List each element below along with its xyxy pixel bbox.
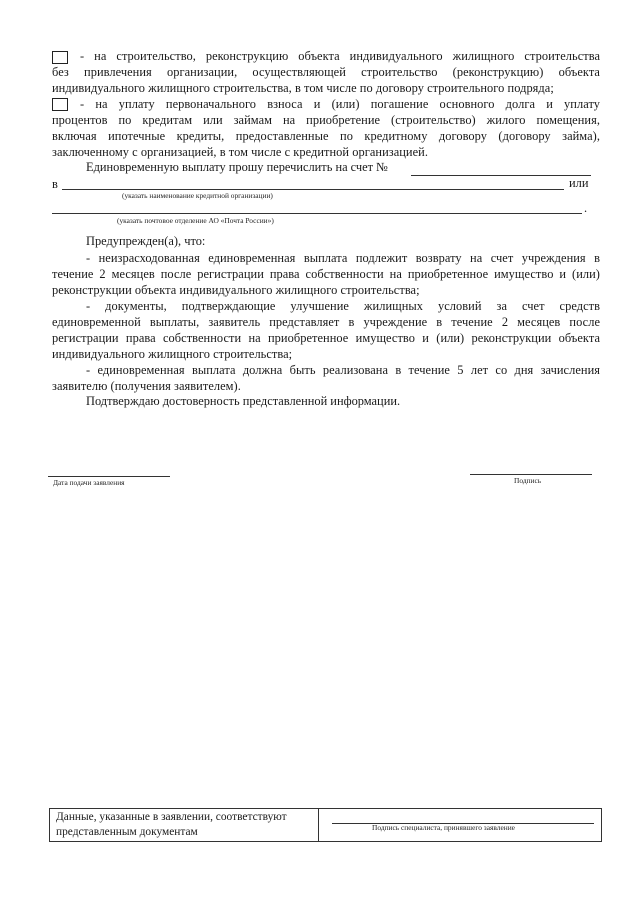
warning-line-3: реконструкции объекта индивидуального жилищного строительства; xyxy=(52,283,420,297)
warning-line-6: регистрации права собственности на приобретенное имущество и (или) реконструкции объекта xyxy=(52,331,600,345)
bank-name-field[interactable] xyxy=(62,189,564,190)
date-caption: Дата подачи заявления xyxy=(53,478,125,487)
option-construction-checkbox[interactable] xyxy=(52,51,68,64)
warning-line-1: - неизрасходованная единовременная выплата подлежит возврату на счет учреждения в xyxy=(86,251,600,265)
option-mortgage-line-1: - на уплату первоначального взноса и (или) погашение основного долга и уплату xyxy=(80,97,600,111)
warning-line-2: течение 2 месяцев после регистрации права собственности на приобретенное имущество и (или) xyxy=(52,267,600,281)
bank-suffix-or: или xyxy=(569,176,589,190)
warning-line-7: индивидуального жилищного строительства; xyxy=(52,347,293,361)
warning-line-8: - единовременная выплата должна быть реализована в течение 5 лет со дня зачисления xyxy=(86,363,600,377)
account-number-field[interactable] xyxy=(411,175,591,176)
verification-statement-cell xyxy=(50,809,319,841)
post-office-dot: . xyxy=(584,201,588,215)
post-office-caption: (указать почтовое отделение АО «Почта России») xyxy=(117,216,274,225)
warning-line-4: - документы, подтверждающие улучшение жилищных условий за счет средств xyxy=(86,299,600,313)
bank-prefix: в xyxy=(52,177,58,191)
verification-line-2: представленным документам xyxy=(56,826,198,838)
warning-heading: Предупрежден(а), что: xyxy=(86,234,206,248)
verification-line-1: Данные, указанные в заявлении, соответствуют xyxy=(56,811,287,823)
bank-name-caption: (указать наименование кредитной организации) xyxy=(122,191,273,200)
option-mortgage-line-3: включая ипотечные кредиты, предоставленные по кредитному договору (договору займа), xyxy=(52,129,600,143)
option-mortgage-line-4: заключенному с организацией, в том числе с кредитной организацией. xyxy=(52,145,428,159)
option-mortgage-checkbox[interactable] xyxy=(52,98,68,111)
option-mortgage-line-2: процентов по кредитам или займам на приобретение (строительство) жилого помещения, xyxy=(52,113,600,127)
date-field[interactable] xyxy=(48,476,170,477)
option-construction-line-1: - на строительство, реконструкцию объекта индивидуального жилищного строительства xyxy=(80,49,600,63)
confirm-statement: Подтверждаю достоверность представленной информации. xyxy=(86,394,401,408)
staff-verification-box xyxy=(49,808,602,842)
option-construction-line-3: индивидуального жилищного строительства, в том числе по договору строительного подряда; xyxy=(52,81,554,95)
post-office-field[interactable] xyxy=(52,213,582,214)
warning-line-9: заявителю (получения заявителем). xyxy=(52,379,241,393)
warning-line-5: единовременной выплаты, заявитель представляет в учреждение в течение 2 месяцев после xyxy=(52,315,600,329)
signature-field[interactable] xyxy=(470,474,592,475)
option-construction-line-2: без привлечения организации, осуществляющей строительство (реконструкцию) объекта xyxy=(52,65,600,79)
signature-caption: Подпись xyxy=(514,476,542,485)
staff-signature-caption: Подпись специалиста, принявшего заявление xyxy=(372,823,515,832)
account-request-label: Единовременную выплату прошу перечислить на счет № xyxy=(86,160,388,174)
